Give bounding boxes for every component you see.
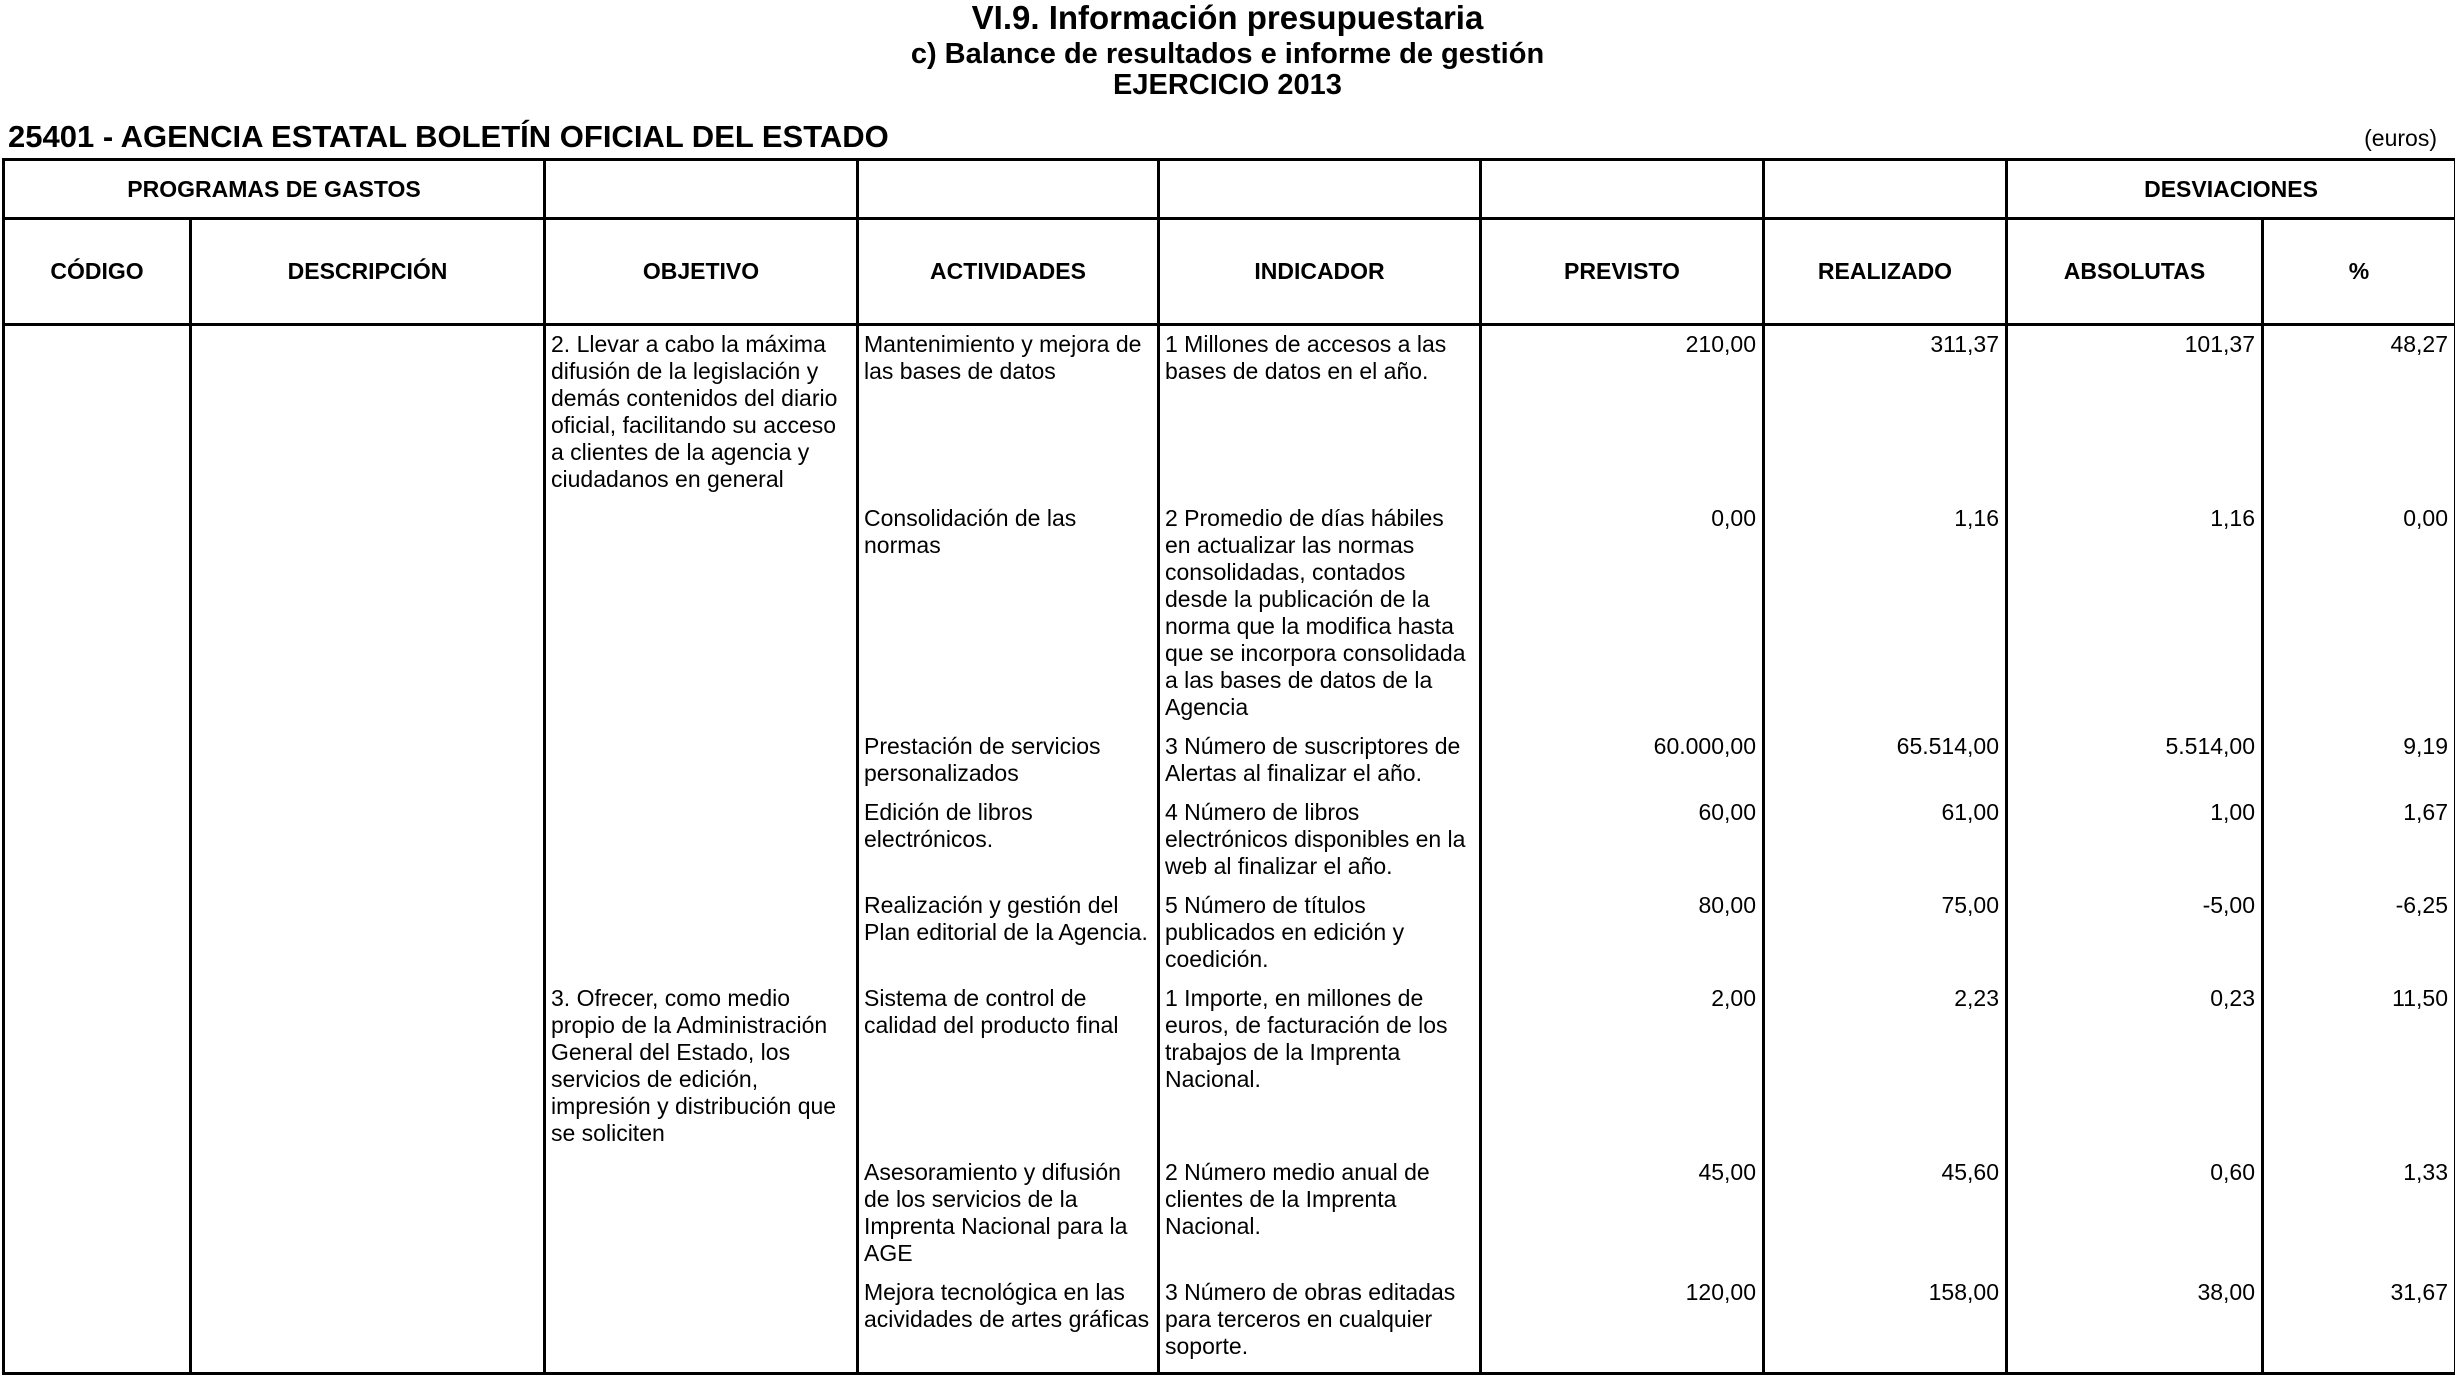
col-header-previsto: PREVISTO: [1481, 219, 1764, 325]
cell-descripcion: [191, 985, 545, 1159]
cell-realizado: 65.514,00: [1764, 733, 2007, 799]
cell-pct: 11,50: [2263, 985, 2455, 1159]
table-row: [4, 799, 2455, 892]
cell-codigo: [4, 985, 191, 1159]
fiscal-year: EJERCICIO 2013: [1113, 69, 1342, 101]
col-header-indicador: INDICADOR: [1159, 219, 1481, 325]
cell-descripcion: [191, 733, 545, 799]
cell-indicador: 1 Millones de accesos a las bases de datos en el año.: [1159, 325, 1481, 506]
cell-indicador: 5 Número de títulos publicados en edición y coedición.: [1159, 892, 1481, 985]
cell-indicador: 3 Número de obras editadas para terceros en cualquier soporte.: [1159, 1279, 1481, 1374]
cell-descripcion: [191, 325, 545, 506]
cell-realizado: 158,00: [1764, 1279, 2007, 1374]
table-row: [4, 985, 2455, 1159]
cell-actividad: Sistema de control de calidad del producto final: [858, 985, 1159, 1159]
cell-previsto: 80,00: [1481, 892, 1764, 985]
cell-actividad: Mantenimiento y mejora de las bases de datos: [858, 325, 1159, 506]
cell-actividad: Edición de libros electrónicos.: [858, 799, 1159, 892]
cell-previsto: 120,00: [1481, 1279, 1764, 1374]
group-header-blank-indicador: [1159, 160, 1481, 219]
cell-actividad: Mejora tecnológica en las acividades de artes gráficas: [858, 1279, 1159, 1374]
cell-descripcion: [191, 1159, 545, 1279]
col-header-realizado: REALIZADO: [1764, 219, 2007, 325]
group-header-blank-objetivo: [545, 160, 858, 219]
group-header-blank-realizado: [1764, 160, 2007, 219]
cell-objetivo: 2. Llevar a cabo la máxima difusión de la legislación y demás contenidos del diario oficial, facilitando su acceso a clientes de la agencia y ciudadanos en general: [545, 325, 858, 506]
cell-codigo: [4, 1159, 191, 1279]
group-header-desviaciones: DESVIACIONES: [2007, 160, 2455, 219]
col-header-pct: %: [2263, 219, 2455, 325]
currency-units: (euros): [2364, 125, 2437, 151]
entity-name: 25401 - AGENCIA ESTATAL BOLETÍN OFICIAL DEL ESTADO: [8, 119, 889, 154]
cell-indicador: 2 Número medio anual de clientes de la Imprenta Nacional.: [1159, 1159, 1481, 1279]
cell-codigo: [4, 892, 191, 985]
col-header-codigo: CÓDIGO: [4, 219, 191, 325]
cell-absolutas: 101,37: [2007, 325, 2263, 506]
cell-descripcion: [191, 505, 545, 733]
cell-previsto: 0,00: [1481, 505, 1764, 733]
cell-realizado: 45,60: [1764, 1159, 2007, 1279]
cell-previsto: 45,00: [1481, 1159, 1764, 1279]
cell-indicador: 3 Número de suscriptores de Alertas al finalizar el año.: [1159, 733, 1481, 799]
col-header-descripcion: DESCRIPCIÓN: [191, 219, 545, 325]
cell-realizado: 61,00: [1764, 799, 2007, 892]
cell-absolutas: 38,00: [2007, 1279, 2263, 1374]
table-row: [4, 1279, 2455, 1374]
cell-objetivo: [545, 1159, 858, 1279]
cell-objetivo: [545, 1279, 858, 1374]
cell-actividad: Realización y gestión del Plan editorial de la Agencia.: [858, 892, 1159, 985]
cell-realizado: 1,16: [1764, 505, 2007, 733]
cell-absolutas: 1,00: [2007, 799, 2263, 892]
cell-pct: -6,25: [2263, 892, 2455, 985]
col-header-objetivo: OBJETIVO: [545, 219, 858, 325]
group-header-row: [4, 160, 2455, 219]
cell-absolutas: 0,23: [2007, 985, 2263, 1159]
cell-previsto: 60.000,00: [1481, 733, 1764, 799]
cell-realizado: 311,37: [1764, 325, 2007, 506]
cell-descripcion: [191, 1279, 545, 1374]
cell-descripcion: [191, 799, 545, 892]
cell-codigo: [4, 1279, 191, 1374]
cell-realizado: 75,00: [1764, 892, 2007, 985]
group-header-blank-actividades: [858, 160, 1159, 219]
page-subtitle: c) Balance de resultados e informe de gestión: [910, 38, 1545, 70]
table-row: [4, 892, 2455, 985]
cell-pct: 1,67: [2263, 799, 2455, 892]
cell-codigo: [4, 733, 191, 799]
cell-pct: 1,33: [2263, 1159, 2455, 1279]
budget-results-table: [2, 158, 2455, 1375]
cell-objetivo: [545, 892, 858, 985]
cell-actividad: Consolidación de las normas: [858, 505, 1159, 733]
cell-absolutas: 0,60: [2007, 1159, 2263, 1279]
cell-descripcion: [191, 892, 545, 985]
table-row: [4, 1159, 2455, 1279]
cell-previsto: 210,00: [1481, 325, 1764, 506]
cell-absolutas: 1,16: [2007, 505, 2263, 733]
cell-objetivo: [545, 799, 858, 892]
cell-absolutas: -5,00: [2007, 892, 2263, 985]
cell-previsto: 60,00: [1481, 799, 1764, 892]
cell-actividad: Prestación de servicios personalizados: [858, 733, 1159, 799]
page-title: VI.9. Información presupuestaria: [971, 0, 1484, 36]
group-header-programas: PROGRAMAS DE GASTOS: [4, 160, 545, 219]
group-header-blank-previsto: [1481, 160, 1764, 219]
cell-codigo: [4, 505, 191, 733]
cell-codigo: [4, 799, 191, 892]
cell-pct: 48,27: [2263, 325, 2455, 506]
cell-objetivo: [545, 733, 858, 799]
col-header-actividades: ACTIVIDADES: [858, 219, 1159, 325]
cell-codigo: [4, 325, 191, 506]
table-row: [4, 733, 2455, 799]
cell-absolutas: 5.514,00: [2007, 733, 2263, 799]
cell-pct: 31,67: [2263, 1279, 2455, 1374]
cell-actividad: Asesoramiento y difusión de los servicios de la Imprenta Nacional para la AGE: [858, 1159, 1159, 1279]
col-header-absolutas: ABSOLUTAS: [2007, 219, 2263, 325]
cell-pct: 9,19: [2263, 733, 2455, 799]
cell-pct: 0,00: [2263, 505, 2455, 733]
cell-indicador: 4 Número de libros electrónicos disponibles en la web al finalizar el año.: [1159, 799, 1481, 892]
cell-indicador: 2 Promedio de días hábiles en actualizar las normas consolidadas, contados desde la publicación de la norma que la modifica hasta que se incorpora consolidada a las bases de datos de la Agencia: [1159, 505, 1481, 733]
cell-objetivo: 3. Ofrecer, como medio propio de la Administración General del Estado, los servicios de edición, impresión y distribución que se soliciten: [545, 985, 858, 1159]
table-row: [4, 325, 2455, 506]
cell-realizado: 2,23: [1764, 985, 2007, 1159]
cell-objetivo: [545, 505, 858, 733]
cell-indicador: 1 Importe, en millones de euros, de facturación de los trabajos de la Imprenta Nacional.: [1159, 985, 1481, 1159]
cell-previsto: 2,00: [1481, 985, 1764, 1159]
column-header-row: [4, 219, 2455, 325]
table-row: [4, 505, 2455, 733]
